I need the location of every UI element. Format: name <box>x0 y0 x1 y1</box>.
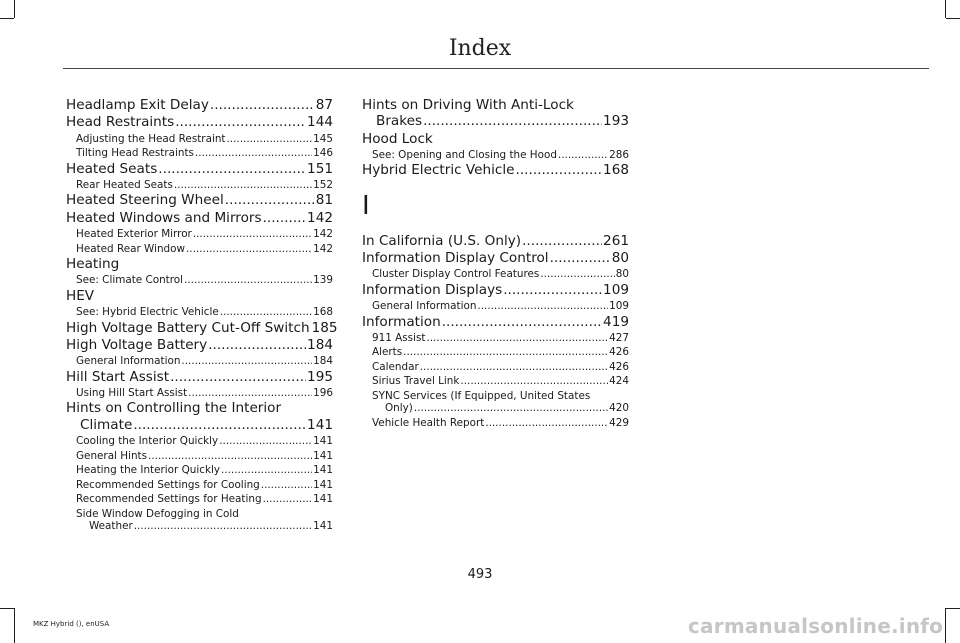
index-entry-text: 911 Assist <box>372 331 426 344</box>
leader-dots <box>516 162 603 178</box>
index-entry-text: Cluster Display Control Features <box>372 268 540 281</box>
index-entry-text: Sirius Travel Link <box>372 375 460 388</box>
index-group-i <box>362 233 629 430</box>
index-page-ref: 151 <box>307 160 333 177</box>
leader-dots <box>403 346 608 358</box>
crop-mark <box>946 608 960 609</box>
index-subentry <box>362 268 629 280</box>
index-entry-text: Hood Lock <box>362 130 433 147</box>
leader-dots <box>181 355 312 367</box>
index-page-ref: 195 <box>307 368 333 385</box>
index-entry-text: Hybrid Electric Vehicle <box>362 162 515 179</box>
index-page-ref: 168 <box>603 162 629 179</box>
index-entry <box>66 400 333 433</box>
index-page-ref: 152 <box>313 178 333 191</box>
leader-dots <box>263 210 306 226</box>
index-entry-text: Brakes <box>376 113 423 130</box>
index-page-ref: 185 <box>311 319 338 336</box>
index-subentry <box>66 387 333 399</box>
index-subentry <box>66 493 333 505</box>
index-page-ref: 141 <box>313 478 333 491</box>
index-group-h-continued <box>362 97 629 179</box>
index-column-right <box>362 96 629 429</box>
index-page-ref: 141 <box>313 493 333 506</box>
crop-mark <box>14 608 15 643</box>
index-subentry <box>362 332 629 344</box>
index-entry-text: High Voltage Battery <box>66 336 208 353</box>
index-entry-text: Heated Seats <box>66 160 158 177</box>
header-rule <box>63 68 929 69</box>
index-page-ref: 80 <box>615 268 629 281</box>
index-entry-text: HEV <box>66 287 95 304</box>
crop-mark <box>945 608 946 643</box>
crop-mark <box>14 0 15 18</box>
index-entry-text: Recommended Settings for Cooling <box>76 478 260 491</box>
index-subentry <box>362 361 629 373</box>
index-entry <box>66 369 333 385</box>
index-entry-text: See: Hybrid Electric Vehicle <box>76 306 219 319</box>
index-entry-text: See: Climate Control <box>76 274 184 287</box>
index-page-ref: 168 <box>313 306 333 319</box>
index-page-ref: 193 <box>603 113 629 130</box>
section-letter: I <box>362 190 370 221</box>
leader-dots <box>221 464 312 476</box>
leader-dots <box>134 520 312 532</box>
index-entry <box>66 97 333 113</box>
leader-dots <box>227 133 313 145</box>
index-subentry <box>66 274 333 286</box>
index-entry-text: Using Hill Start Assist <box>76 387 188 399</box>
leader-dots <box>522 233 602 249</box>
index-page-ref: 145 <box>313 132 333 145</box>
index-entry-text: Heated Exterior Mirror <box>76 228 192 241</box>
leader-dots <box>148 450 312 462</box>
leader-dots <box>460 375 608 387</box>
index-entry-text: Heated Steering Wheel <box>66 192 224 209</box>
index-entry-text: Climate <box>80 416 133 433</box>
index-page-ref: 81 <box>315 192 333 209</box>
index-entry-text: Vehicle Health Report <box>372 416 485 429</box>
index-page-ref: 80 <box>611 250 629 267</box>
index-page-ref: 196 <box>313 387 333 399</box>
index-entry-text: Tilting Head Restraints <box>76 147 194 160</box>
index-entry <box>362 131 629 147</box>
leader-dots <box>485 417 608 429</box>
crop-mark <box>0 608 14 609</box>
leader-dots <box>423 113 602 129</box>
leader-dots <box>133 417 306 433</box>
index-entry-text: Weather <box>89 520 133 533</box>
index-page-ref: 87 <box>315 97 333 113</box>
index-subentry <box>362 417 629 429</box>
leader-dots <box>193 228 312 240</box>
leader-dots <box>225 192 315 208</box>
index-page-ref: 141 <box>307 416 333 433</box>
page-title: Index <box>448 36 512 61</box>
index-page-ref: 141 <box>313 449 333 462</box>
leader-dots <box>174 179 312 191</box>
index-page-ref: 419 <box>603 313 629 330</box>
index-subentry <box>66 435 333 447</box>
index-entry-text: Heated Windows and Mirrors <box>66 209 262 226</box>
index-entry-text: Heating <box>66 255 120 272</box>
leader-dots <box>220 306 312 318</box>
index-page-ref: 429 <box>609 416 629 429</box>
index-page-ref: 139 <box>313 274 333 287</box>
watermark-logo: carmanualsonline.info <box>688 614 944 638</box>
index-subentry <box>362 375 629 387</box>
leader-dots <box>263 493 313 505</box>
index-entry <box>362 233 629 249</box>
leader-dots <box>208 337 306 353</box>
index-page-ref: 427 <box>609 331 629 344</box>
index-page-ref: 426 <box>609 346 629 359</box>
index-entry-text: In California (U.S. Only) <box>362 232 522 249</box>
leader-dots <box>188 387 312 399</box>
index-entry <box>66 337 333 353</box>
index-entry-text: Hill Start Assist <box>66 368 170 385</box>
index-entry-text: See: Opening and Closing the Hood <box>372 148 557 161</box>
index-entry <box>66 256 333 272</box>
index-subentry <box>66 243 333 255</box>
index-entry-text: High Voltage Battery Cut-Off Switch <box>66 319 310 336</box>
index-entry-text: Only) <box>385 402 413 415</box>
footer-label: MKZ Hybrid (), enUSA <box>33 620 110 628</box>
index-entry <box>362 97 629 130</box>
index-subentry <box>66 147 333 159</box>
index-page-ref: 286 <box>609 148 629 161</box>
index-page-ref: 141 <box>313 520 333 533</box>
index-subentry <box>66 179 333 191</box>
index-subentry <box>362 300 629 312</box>
index-entry <box>362 282 629 298</box>
index-subentry <box>66 508 333 533</box>
index-entry <box>66 210 333 226</box>
leader-dots <box>414 402 608 414</box>
index-entry-text: Adjusting the Head Restraint <box>76 132 226 145</box>
leader-dots <box>175 114 306 130</box>
index-entry-text: Hints on Controlling the Interior <box>66 400 282 417</box>
index-entry-text: Cooling the Interior Quickly <box>76 435 219 448</box>
index-page-ref: 146 <box>313 147 333 160</box>
index-page-ref: 141 <box>313 435 333 448</box>
index-page-ref: 426 <box>609 360 629 373</box>
index-entry-text: Heated Rear Window <box>76 242 185 255</box>
index-entry-text: Hints on Driving With Anti-Lock <box>362 97 574 113</box>
index-entry-text: Calendar <box>372 360 419 373</box>
index-entry-text: Side Window Defogging in Cold <box>76 507 239 520</box>
index-page-ref: 109 <box>603 281 629 298</box>
index-subentry <box>66 355 333 367</box>
index-page-ref: 424 <box>609 375 629 388</box>
index-entry-text: SYNC Services (If Equipped, United States <box>372 389 591 402</box>
index-page-ref: 142 <box>313 228 333 241</box>
index-page-ref: 184 <box>307 336 333 353</box>
index-entry <box>66 192 333 208</box>
index-subentry <box>362 346 629 358</box>
leader-dots <box>261 479 312 491</box>
index-entry-text: Information <box>362 313 441 330</box>
leader-dots <box>426 332 608 344</box>
index-subentry <box>66 479 333 491</box>
index-entry <box>66 114 333 130</box>
index-entry-text: Recommended Settings for Heating <box>76 493 262 506</box>
leader-dots <box>219 435 312 447</box>
index-entry <box>66 319 338 336</box>
index-subentry <box>66 133 333 145</box>
leader-dots <box>550 250 611 266</box>
index-entry-text: Information Displays <box>362 281 503 298</box>
crop-mark <box>0 18 14 19</box>
leader-dots <box>158 161 306 177</box>
leader-dots <box>540 268 614 280</box>
index-entry-text: General Hints <box>76 449 148 462</box>
index-entry-text: Alerts <box>372 346 403 359</box>
index-entry-text: Heating the Interior Quickly <box>76 464 220 477</box>
crop-mark <box>945 0 946 18</box>
index-entry <box>362 162 629 178</box>
index-subentry <box>66 306 333 318</box>
index-page-ref: 109 <box>609 300 629 313</box>
index-entry-text: General Information <box>76 355 181 368</box>
index-entry-text: Headlamp Exit Delay <box>66 97 209 113</box>
leader-dots <box>170 369 306 385</box>
leader-dots <box>558 149 608 161</box>
index-entry <box>66 288 333 304</box>
index-page-ref: 142 <box>313 242 333 255</box>
page-number: 493 <box>467 567 493 582</box>
index-subentry <box>66 450 333 462</box>
index-page-ref: 420 <box>609 402 629 415</box>
index-entry-text: Head Restraints <box>66 114 175 131</box>
index-entry-text: Rear Heated Seats <box>76 178 173 191</box>
index-column-left <box>66 96 338 533</box>
index-subentry <box>66 464 333 476</box>
index-entry <box>362 250 629 266</box>
index-entry <box>362 314 629 330</box>
index-page-ref: 144 <box>307 114 333 131</box>
index-page-ref: 141 <box>313 464 333 477</box>
index-page-ref: 142 <box>307 209 333 226</box>
crop-mark <box>946 18 960 19</box>
leader-dots <box>210 97 315 113</box>
leader-dots <box>184 274 312 286</box>
index-entry-text: Information Display Control <box>362 250 549 267</box>
index-entry <box>66 161 333 177</box>
leader-dots <box>503 282 602 298</box>
leader-dots <box>477 300 608 312</box>
leader-dots <box>420 361 608 373</box>
index-page-ref: 184 <box>313 355 333 368</box>
leader-dots <box>442 314 602 330</box>
index-subentry <box>362 390 629 415</box>
index-entry-text: General Information <box>372 300 477 313</box>
leader-dots <box>195 147 312 159</box>
leader-dots <box>186 243 312 255</box>
index-subentry <box>66 228 333 240</box>
index-page-ref: 261 <box>603 232 629 249</box>
index-subentry <box>362 149 629 161</box>
